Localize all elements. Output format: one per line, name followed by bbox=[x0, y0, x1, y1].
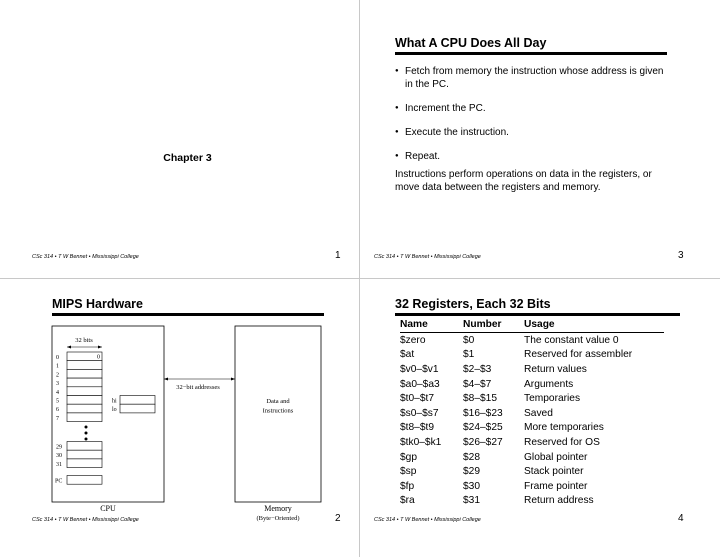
list-item: ● Fetch from memory the instruction whose address is given in the PC. bbox=[395, 65, 665, 91]
table-row bbox=[400, 377, 664, 392]
register-box bbox=[67, 378, 102, 387]
register-box bbox=[67, 413, 102, 422]
arrow-head-left bbox=[67, 346, 71, 349]
register-number: $8–$15 bbox=[463, 393, 497, 405]
list-item: ● Increment the PC. bbox=[395, 102, 665, 115]
register-usage: The constant value 0 bbox=[524, 334, 619, 346]
register-number: $16–$23 bbox=[463, 407, 503, 419]
register-name: $s0–$s7 bbox=[400, 407, 439, 419]
register-file-high bbox=[67, 442, 102, 468]
register-box bbox=[67, 396, 102, 405]
title-rule bbox=[395, 52, 667, 55]
arrow-head-left bbox=[164, 378, 168, 381]
register-number: $29 bbox=[463, 466, 480, 478]
register-box bbox=[67, 450, 102, 459]
pc-register bbox=[67, 476, 102, 485]
register-number: $24–$25 bbox=[463, 422, 503, 434]
register-usage: Arguments bbox=[524, 378, 574, 390]
memory-label: Memory bbox=[264, 504, 292, 513]
register-name: $sp bbox=[400, 466, 417, 478]
arrow-head-right bbox=[98, 346, 102, 349]
column-header-usage: Usage bbox=[524, 318, 555, 330]
register-box bbox=[67, 369, 102, 378]
table-row bbox=[400, 450, 664, 465]
register-usage: Reserved for OS bbox=[524, 436, 600, 448]
register-file bbox=[67, 352, 102, 422]
slide-title: What A CPU Does All Day bbox=[395, 36, 547, 50]
table-row bbox=[400, 406, 664, 421]
bullet-list bbox=[395, 65, 665, 174]
register-name: $a0–$a3 bbox=[400, 378, 440, 390]
page-number: 4 bbox=[678, 513, 684, 524]
table-row bbox=[400, 348, 664, 363]
list-item: ● Repeat. bbox=[395, 150, 665, 163]
register-name: $ra bbox=[400, 495, 415, 507]
cpu-label: CPU bbox=[100, 504, 116, 513]
table-row bbox=[400, 494, 664, 509]
table-row bbox=[400, 464, 664, 479]
register-usage: More temporaries bbox=[524, 422, 604, 434]
register-usage: Reserved for assembler bbox=[524, 349, 633, 361]
register-usage: Frame pointer bbox=[524, 480, 588, 492]
slide-footer: CSc 314 • T W Bennet • Mississippi College bbox=[32, 517, 139, 523]
table-row bbox=[400, 333, 664, 348]
width-label: 32 bits bbox=[75, 337, 93, 344]
memory-sublabel: (Byte−Oriented) bbox=[256, 515, 300, 522]
table-header-row bbox=[400, 317, 664, 331]
slide-footer: CSc 314 • T W Bennet • Mississippi College bbox=[374, 517, 481, 523]
hi-register bbox=[120, 396, 155, 405]
lo-label: lo bbox=[112, 407, 117, 414]
register-table bbox=[400, 317, 664, 508]
register-label: 2 bbox=[56, 372, 59, 379]
register-name: $v0–$v1 bbox=[400, 363, 439, 375]
register-label: 1 bbox=[56, 363, 59, 370]
register-label: 29 bbox=[56, 444, 62, 451]
register-number: $31 bbox=[463, 495, 480, 507]
register-labels-high bbox=[56, 445, 62, 468]
register-number: $30 bbox=[463, 480, 480, 492]
table-row bbox=[400, 391, 664, 406]
register-label: 4 bbox=[56, 389, 59, 396]
register-label: 5 bbox=[56, 398, 59, 405]
page-number: 1 bbox=[335, 250, 341, 261]
register-usage: Stack pointer bbox=[524, 466, 584, 478]
title-rule bbox=[395, 313, 680, 316]
register-name: $fp bbox=[400, 480, 415, 492]
register-box bbox=[67, 387, 102, 396]
register-label: 30 bbox=[56, 453, 62, 460]
page-number: 3 bbox=[678, 250, 684, 261]
slide-footer: CSc 314 • T W Bennet • Mississippi College bbox=[374, 254, 481, 260]
slide-title: Chapter 3 bbox=[163, 152, 212, 164]
table-row bbox=[400, 362, 664, 377]
pc-label: PC bbox=[55, 478, 63, 485]
slide-title: 32 Registers, Each 32 Bits bbox=[395, 297, 551, 311]
register-usage: Global pointer bbox=[524, 451, 588, 463]
register-name: $gp bbox=[400, 451, 417, 463]
mips-hardware-diagram bbox=[0, 278, 359, 557]
register-number: $0 bbox=[463, 334, 475, 346]
register-label: 6 bbox=[56, 407, 59, 414]
register-usage: Saved bbox=[524, 407, 553, 419]
register-usage: Return values bbox=[524, 363, 587, 375]
register-number: $26–$27 bbox=[463, 436, 503, 448]
register-box bbox=[67, 361, 102, 370]
register-name: $t8–$t9 bbox=[400, 422, 434, 434]
register-label: 7 bbox=[56, 415, 59, 422]
register-label: 0 bbox=[56, 355, 59, 361]
bus-label: 32−bit addresses bbox=[176, 384, 220, 391]
slide-paragraph: Instructions perform operations on data in the registers, or move data between the registers and memory. bbox=[395, 169, 652, 193]
register-labels bbox=[56, 355, 59, 422]
column-header-name: Name bbox=[400, 318, 428, 330]
page-number: 2 bbox=[335, 513, 341, 524]
register-box bbox=[67, 442, 102, 451]
table-row bbox=[400, 479, 664, 494]
register-name: $t0–$t7 bbox=[400, 393, 434, 405]
register-name: $tk0–$k1 bbox=[400, 436, 442, 448]
register-usage: Return address bbox=[524, 495, 594, 507]
register-name: $zero bbox=[400, 334, 426, 346]
arrow-head-right bbox=[231, 378, 235, 381]
table-row bbox=[400, 435, 664, 450]
register-box bbox=[67, 404, 102, 413]
register-number: $4–$7 bbox=[463, 378, 492, 390]
hi-label: hi bbox=[112, 398, 117, 405]
ellipsis-dots bbox=[85, 426, 88, 441]
table-row bbox=[400, 421, 664, 436]
register-usage: Temporaries bbox=[524, 393, 581, 405]
list-item: ● Execute the instruction. bbox=[395, 126, 665, 139]
register-number: $1 bbox=[463, 349, 475, 361]
register-zero-value: 0 bbox=[97, 354, 100, 361]
slide-title: MIPS Hardware bbox=[52, 297, 144, 311]
register-label: 3 bbox=[56, 381, 59, 388]
register-label: 31 bbox=[56, 461, 62, 468]
memory-content-line-1: Data and bbox=[266, 398, 290, 405]
column-header-number: Number bbox=[463, 318, 502, 330]
register-name: $at bbox=[400, 349, 415, 361]
register-box bbox=[67, 459, 102, 468]
lo-register bbox=[120, 404, 155, 413]
slide-footer: CSc 314 • T W Bennet • Mississippi College bbox=[32, 254, 139, 260]
register-number: $2–$3 bbox=[463, 363, 492, 375]
memory-content-line-2: Instructions bbox=[262, 407, 294, 415]
register-number: $28 bbox=[463, 451, 480, 463]
